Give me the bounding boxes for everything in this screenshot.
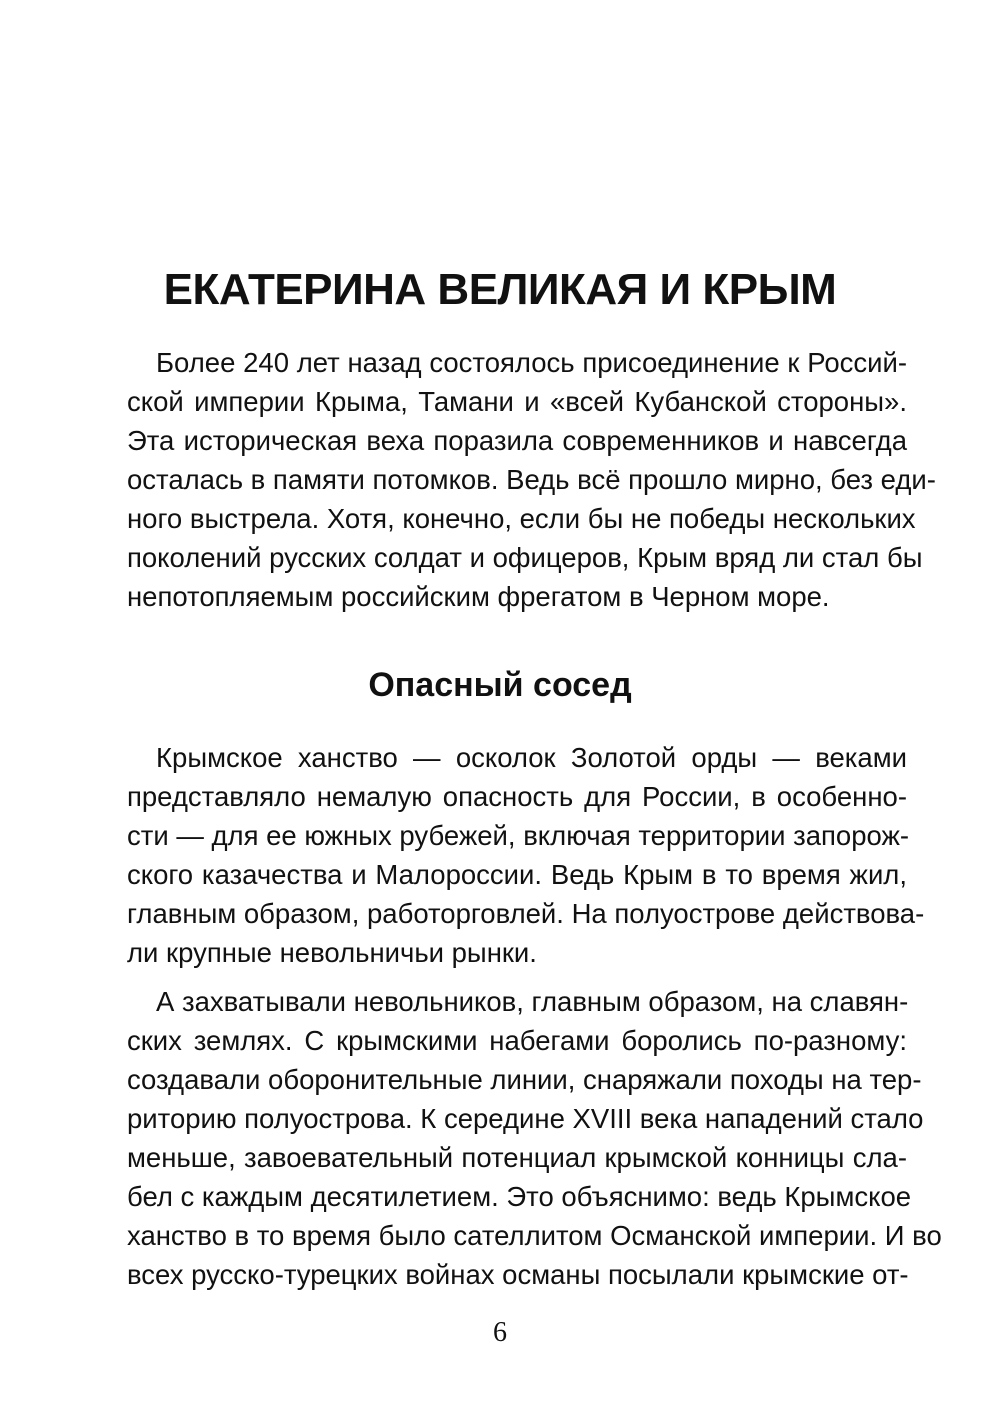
text-line: ских землях. С крымскими набегами боролись по-разному: — [127, 1025, 907, 1056]
page-number: 6 — [493, 1317, 507, 1348]
text-line: осталась в памяти потомков. Ведь всё прошло мирно, без еди- — [127, 464, 936, 495]
text-line: ного выстрела. Хотя, конечно, если бы не победы нескольких — [127, 503, 916, 534]
text-line: создавали оборонительные линии, снаряжали походы на тер- — [127, 1064, 922, 1095]
text-line: поколений русских солдат и офицеров, Крым вряд ли стал бы — [127, 542, 923, 573]
text-line: ской империи Крыма, Тамани и «всей Кубанской стороны». — [127, 386, 907, 417]
text-line: А захватывали невольников, главным образом, на славян- — [156, 986, 909, 1017]
paragraph-2 — [127, 982, 942, 1294]
text-line: Более 240 лет назад состоялось присоединение к Россий- — [156, 347, 907, 378]
text-line: сти — для ее южных рубежей, включая территории запорож- — [127, 820, 910, 851]
text-line: ли крупные невольничьи рынки. — [127, 937, 537, 968]
text-line: бел с каждым десятилетием. Это объяснимо: ведь Крымское — [127, 1181, 912, 1212]
section-heading: Опасный сосед — [368, 666, 632, 704]
text-line: Эта историческая веха поразила современников и навсегда — [127, 425, 907, 456]
intro-paragraph — [127, 343, 936, 616]
paragraph-1 — [127, 738, 925, 972]
chapter-title: ЕКАТЕРИНА ВЕЛИКАЯ И КРЫМ — [163, 265, 837, 314]
text-line: представляло немалую опасность для России, в особенно- — [127, 781, 907, 812]
text-line: непотопляемым российским фрегатом в Черном море. — [127, 581, 830, 612]
text-line: ханство в то время было сателлитом Османской империи. И во — [127, 1220, 942, 1251]
text-line: ского казачества и Малороссии. Ведь Крым в то время жил, — [127, 859, 907, 890]
text-line: главным образом, работорговлей. На полуострове действова- — [127, 898, 925, 929]
text-line: Крымское ханство — осколок Золотой орды — веками — [156, 742, 907, 773]
text-line: риторию полуострова. К середине XVIII века нападений стало — [127, 1103, 924, 1134]
text-line: меньше, завоевательный потенциал крымской конницы сла- — [127, 1142, 907, 1173]
text-line: всех русско-турецких войнах османы посылали крымские от- — [127, 1259, 909, 1290]
